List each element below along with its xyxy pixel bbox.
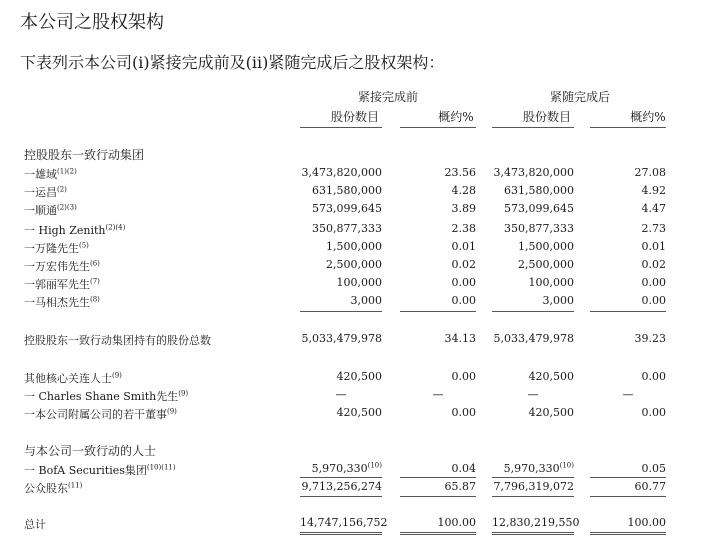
cell-shares-before: 100,000	[336, 276, 382, 289]
header-rule	[590, 127, 666, 128]
cell-shares-after: 573,099,645	[504, 202, 574, 215]
header-after: 紧随完成后	[549, 90, 610, 104]
cell-percent-before: 0.00	[451, 276, 476, 289]
cell-shares-after: 350,877,333	[504, 222, 574, 235]
cell-shares-before: 1,500,000	[326, 240, 382, 253]
cell-percent-after: 0.01	[641, 240, 666, 253]
cell-shares-before: 3,473,820,000	[301, 166, 382, 179]
page-title: 本公司之股权架构	[20, 12, 164, 33]
cell-percent-before: 0.01	[451, 240, 476, 253]
row-label: 一万宏伟先生$^{(6)}$	[24, 259, 100, 273]
cell-shares-after: 7,796,319,072	[493, 480, 574, 493]
row-label: 一 Charles Shane Smith先生$^{(9)}$	[24, 389, 189, 403]
header-before: 紧接完成前	[357, 90, 418, 104]
cell-percent-before: 0.00	[451, 370, 476, 383]
total-double-rule	[492, 532, 574, 535]
cell-shares-after: 2,500,000	[518, 258, 574, 271]
row-label: 一马相杰先生$^{(8)}$	[24, 295, 100, 309]
cell-percent-after: —	[622, 388, 634, 401]
section-concert-parties: 与本公司一致行动的人士	[24, 444, 157, 458]
cell-percent-after: 27.08	[634, 166, 666, 179]
cell-shares-before: 3,000	[350, 294, 382, 307]
cell-shares-after: 3,000	[542, 294, 574, 307]
header-percent-after: 概约%	[630, 110, 666, 124]
total-double-rule	[590, 532, 666, 535]
total-rule	[400, 496, 476, 497]
row-label: 一顺通$^{(2)(3)}$	[24, 203, 77, 217]
total-rule	[590, 496, 666, 497]
row-rule	[400, 477, 476, 478]
row-label: 一本公司附属公司的若干董事$^{(9)}$	[24, 407, 177, 421]
cell-shares-after: 5,033,479,978	[493, 332, 574, 345]
row-label: 一运昌$^{(2)}$	[24, 185, 67, 199]
row-rule	[590, 477, 666, 478]
row-label: 一万隆先生$^{(5)}$	[24, 241, 89, 255]
total-double-rule	[400, 532, 476, 535]
cell-percent-before: 0.04	[451, 462, 476, 475]
cell-percent-before: 100.00	[437, 516, 476, 529]
cell-shares-before: 9,713,256,274	[301, 480, 382, 493]
cell-percent-after: 4.47	[641, 202, 666, 215]
cell-percent-before: 3.89	[451, 202, 476, 215]
cell-shares-after: 3,473,820,000	[493, 166, 574, 179]
cell-percent-before: 23.56	[444, 166, 476, 179]
cell-percent-after: 60.77	[634, 480, 666, 493]
subtotal-rule	[492, 311, 574, 312]
cell-shares-after: 420,500	[528, 406, 574, 419]
cell-shares-before: 420,500	[336, 406, 382, 419]
section-controlling-group: 控股股东一致行动集团	[24, 148, 145, 162]
header-rule	[492, 127, 574, 128]
cell-percent-after: 0.00	[641, 370, 666, 383]
row-label: 一郭丽军先生$^{(7)}$	[24, 277, 100, 291]
cell-percent-after: 0.00	[641, 276, 666, 289]
header-rule	[300, 127, 382, 128]
total-rule	[492, 496, 574, 497]
subtotal-rule	[590, 311, 666, 312]
row-rule	[300, 477, 382, 478]
intro-text: 下表列示本公司(i)紧接完成前及(ii)紧随完成后之股权架构：	[20, 53, 445, 72]
cell-shares-before: 2,500,000	[326, 258, 382, 271]
header-shares-after: 股份数目	[522, 110, 571, 124]
cell-shares-before: 5,033,479,978	[301, 332, 382, 345]
cell-percent-after: 4.92	[641, 184, 666, 197]
cell-shares-before: 350,877,333	[312, 222, 382, 235]
header-percent-before: 概约%	[438, 110, 474, 124]
cell-shares-after: 631,580,000	[504, 184, 574, 197]
row-label: 一雄域$^{(1)(2)}$	[24, 167, 77, 181]
cell-shares-after: 420,500	[528, 370, 574, 383]
cell-percent-before: 0.02	[451, 258, 476, 271]
header-shares-before: 股份数目	[330, 110, 379, 124]
cell-percent-before: 4.28	[451, 184, 476, 197]
cell-shares-after: 100,000	[528, 276, 574, 289]
header-rule	[400, 127, 476, 128]
cell-shares-after: 1,500,000	[518, 240, 574, 253]
row-label-total: 总计	[24, 518, 46, 531]
cell-percent-after: 39.23	[634, 332, 666, 345]
cell-shares-after: —	[527, 388, 539, 401]
row-label: 其他核心关连人士$^{(9)}$	[24, 371, 122, 385]
cell-percent-after: 0.00	[641, 406, 666, 419]
cell-percent-before: 0.00	[451, 406, 476, 419]
row-label: 公众股东$^{(11)}$	[24, 481, 83, 495]
cell-percent-after: 100.00	[627, 516, 666, 529]
cell-percent-after: 0.05	[641, 462, 666, 475]
subtotal-rule	[400, 311, 476, 312]
cell-shares-before: 5,970,330$^{(10)}$	[311, 461, 382, 475]
row-label: 一 BofA Securities集团$^{(10)(11)}$	[24, 463, 176, 477]
cell-percent-before: 2.38	[451, 222, 476, 235]
cell-shares-after: 12,830,219,550	[492, 516, 580, 529]
cell-shares-before: —	[335, 388, 347, 401]
subtotal-rule	[300, 311, 382, 312]
row-label: 控股股东一致行动集团持有的股份总数	[24, 334, 211, 347]
cell-percent-after: 0.02	[641, 258, 666, 271]
cell-shares-before: 631,580,000	[312, 184, 382, 197]
row-rule	[492, 477, 574, 478]
cell-percent-after: 0.00	[641, 294, 666, 307]
cell-percent-before: 34.13	[444, 332, 476, 345]
cell-percent-before: —	[432, 388, 444, 401]
cell-percent-before: 0.00	[451, 294, 476, 307]
cell-percent-before: 65.87	[444, 480, 476, 493]
cell-shares-before: 573,099,645	[312, 202, 382, 215]
cell-shares-before: 14,747,156,752	[300, 516, 388, 529]
total-rule	[300, 496, 382, 497]
row-label: 一 High Zenith$^{(2)(4)}$	[24, 223, 126, 237]
cell-percent-after: 2.73	[641, 222, 666, 235]
total-double-rule	[300, 532, 382, 535]
cell-shares-after: 5,970,330$^{(10)}$	[503, 461, 574, 475]
cell-shares-before: 420,500	[336, 370, 382, 383]
